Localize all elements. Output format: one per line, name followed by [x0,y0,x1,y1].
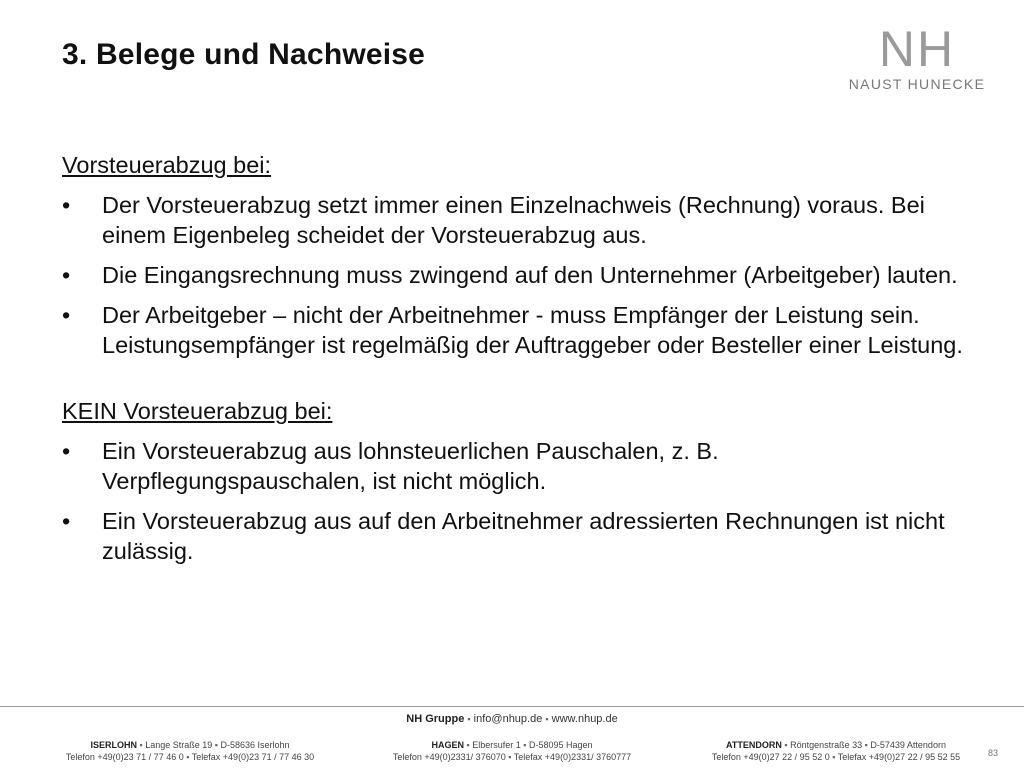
separator-icon: ▪ [139,740,143,750]
bullet-icon: • [62,192,71,218]
section-heading-vorsteuerabzug: Vorsteuerabzug bei: [62,152,272,178]
office-fax: Telefax +49(0)27 22 / 95 52 55 [837,752,961,762]
office-city: ATTENDORN [726,740,782,750]
bullet-list-kein-vorsteuerabzug [62,436,972,566]
list-item [62,506,972,566]
separator-icon: ▪ [508,752,512,762]
office-address: Elbersufer 1 [472,740,521,750]
separator-icon: ▪ [784,740,788,750]
list-item-text: Die Eingangsrechnung muss zwingend auf den Unternehmer (Arbeitgeber) lauten. [102,262,958,288]
bullet-list-vorsteuerabzug [62,190,972,360]
list-item [62,436,972,496]
office-address: Röntgenstraße 33 [790,740,863,750]
list-item [62,300,972,360]
footer-web-link[interactable]: www.nhup.de [551,713,618,725]
office-address: Lange Straße 19 [145,740,213,750]
separator-icon: ▪ [523,740,527,750]
office-attendorn [686,739,986,763]
office-phone: Telefon +49(0)23 71 / 77 46 0 [65,752,184,762]
separator-icon: ▪ [186,752,190,762]
list-item-text: Der Vorsteuerabzug setzt immer einen Einzelnachweis (Rechnung) voraus. Bei einem Eigenbeleg scheidet der Vorsteuerabzug aus. [102,192,925,248]
office-fax: Telefax +49(0)2331/ 3760777 [513,752,632,762]
list-item [62,190,972,250]
slide-title: 3. Belege und Nachweise [62,38,426,71]
list-item [62,260,972,290]
bullet-icon: • [62,262,71,288]
office-fax: Telefax +49(0)23 71 / 77 46 30 [191,752,315,762]
footer-company: NH Gruppe [406,713,465,725]
footer-divider [0,706,1024,707]
bullet-icon: • [62,302,71,328]
footer-contact [0,713,1024,725]
logo-mark: NH [878,21,956,77]
separator-icon: ▪ [864,740,868,750]
office-phone: Telefon +49(0)2331/ 376070 [392,752,506,762]
office-zip: D-58095 Hagen [528,740,593,750]
office-phone: Telefon +49(0)27 22 / 95 52 0 [711,752,830,762]
separator-icon: ▪ [466,740,470,750]
list-item-text: Ein Vorsteuerabzug aus lohnsteuerlichen Pauschalen, z. B. Verpflegungspauschalen, ist nicht möglich. [102,438,719,494]
bullet-icon: • [62,508,71,534]
footer-email-link[interactable]: info@nhup.de [473,713,543,725]
office-city: HAGEN [431,740,464,750]
bullet-icon: • [62,438,71,464]
office-zip: D-57439 Attendorn [870,740,946,750]
company-logo [836,21,998,92]
list-item-text: Ein Vorsteuerabzug aus auf den Arbeitnehmer adressierten Rechnungen ist nicht zulässig. [102,508,945,564]
separator-icon: ▪ [214,740,218,750]
separator-icon: ▪ [545,714,549,724]
office-iserlohn [40,739,340,763]
separator-icon: ▪ [467,714,471,724]
section-heading-kein-vorsteuerabzug: KEIN Vorsteuerabzug bei: [62,398,333,424]
office-hagen [362,739,662,763]
separator-icon: ▪ [832,752,836,762]
office-city: ISERLOHN [90,740,137,750]
office-zip: D-58636 Iserlohn [220,740,290,750]
list-item-text: Der Arbeitgeber – nicht der Arbeitnehmer - muss Empfänger der Leistung sein. Leistungsempfänger ist regelmäßig der Auftraggeber oder Besteller einer Leistung. [102,302,963,358]
page-number: 83 [987,748,998,758]
logo-name: NAUST HUNECKE [848,76,986,92]
slide-content [62,150,972,576]
